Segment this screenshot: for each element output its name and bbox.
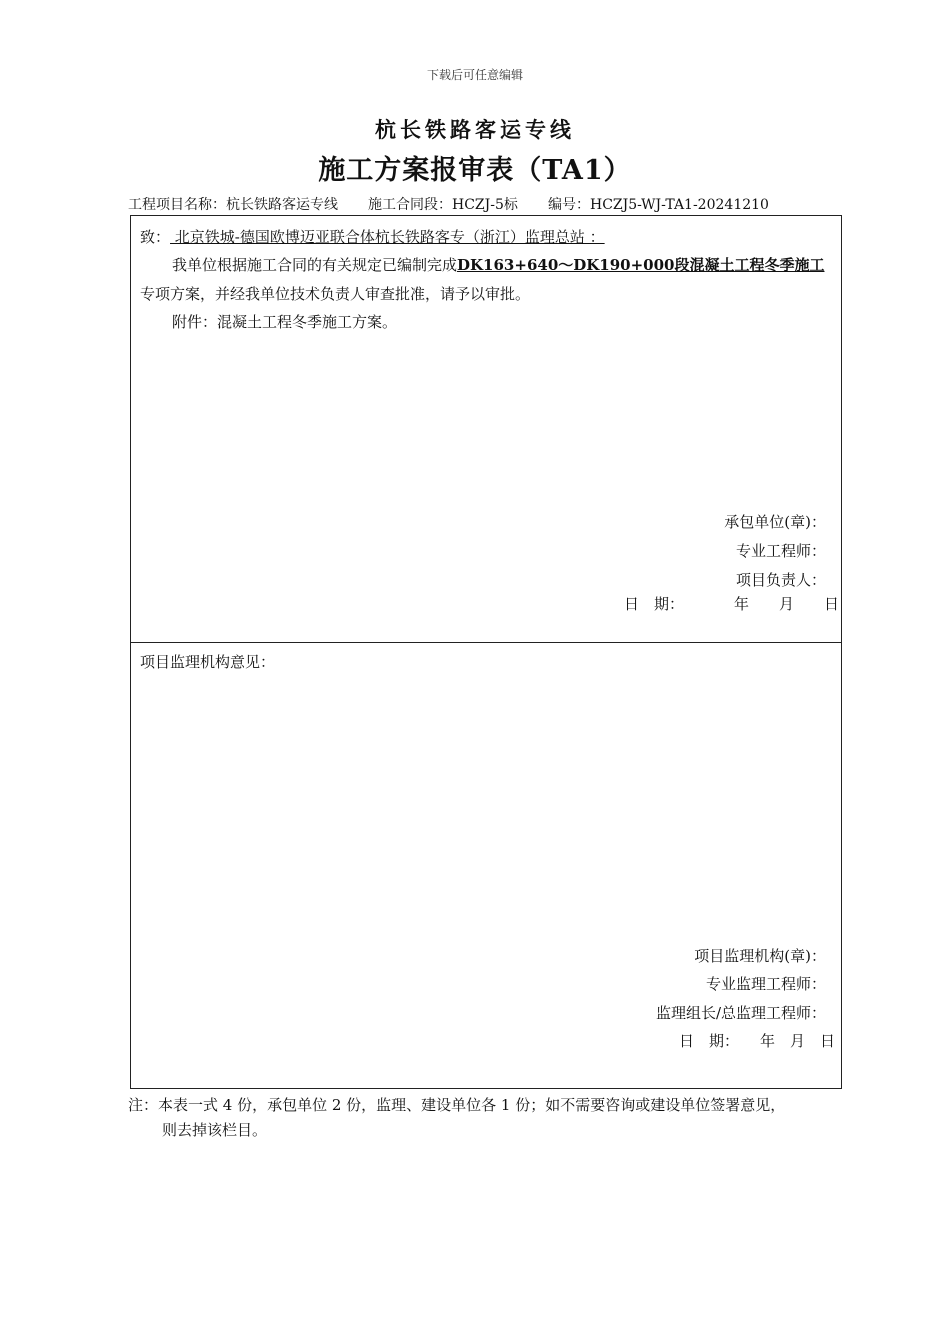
footnote-line-1: 注：本表一式 4 份，承包单位 2 份，监理、建设单位各 1 份；如不需要咨询或建设单位签署意见， xyxy=(128,1096,786,1114)
chief-supervisor-label: 监理组长/总监理工程师： xyxy=(655,1004,826,1022)
lower-date-label: 日 期： xyxy=(679,1032,740,1050)
body-highlight: DK163+640～DK190+000段混凝土工程冬季施工 xyxy=(457,256,825,274)
project-name: 工程项目名称：杭长铁路客运专线 xyxy=(128,197,338,213)
recipient-label: 致： xyxy=(140,228,171,246)
upper-date-value: 年 月 日 xyxy=(734,595,840,613)
supervision-seal-label: 项目监理机构(章)： xyxy=(694,947,826,965)
body-line-1 xyxy=(172,254,825,275)
body-prefix: 我单位根据施工合同的有关规定已编制完成 xyxy=(172,256,458,274)
body-line-2: 专项方案，并经我单位技术负责人审查批准，请予以审批。 xyxy=(140,285,531,303)
project-manager-label: 项目负责人： xyxy=(735,571,826,589)
upper-date-label: 日 期： xyxy=(624,595,685,613)
document-number: 编号：HCZJ5-WJ-TA1-20241210 xyxy=(548,197,769,213)
section-divider xyxy=(130,642,842,643)
attachment-line: 附件：混凝土工程冬季施工方案。 xyxy=(172,313,398,331)
footnote-line-2: 则去掉该栏目。 xyxy=(162,1121,268,1139)
contractor-seal-label: 承包单位(章)： xyxy=(724,513,826,531)
supervision-opinion-label: 项目监理机构意见： xyxy=(140,653,276,671)
professional-engineer-label: 专业工程师： xyxy=(735,542,826,560)
contract-section: 施工合同段：HCZJ-5标 xyxy=(368,197,518,213)
page-title: 施工方案报审表（TA1） xyxy=(318,155,632,186)
header-note: 下载后可任意编辑 xyxy=(426,68,523,82)
title-line-1: 杭长铁路客运专线 xyxy=(375,117,575,142)
recipient-value: 北京铁城-德国欧博迈亚联合体杭长铁路客专（浙江）监理总站 ： xyxy=(170,228,605,246)
supervision-engineer-label: 专业监理工程师： xyxy=(705,975,826,993)
recipient-line xyxy=(140,226,605,247)
lower-date-value: 年 月 日 xyxy=(760,1032,836,1050)
